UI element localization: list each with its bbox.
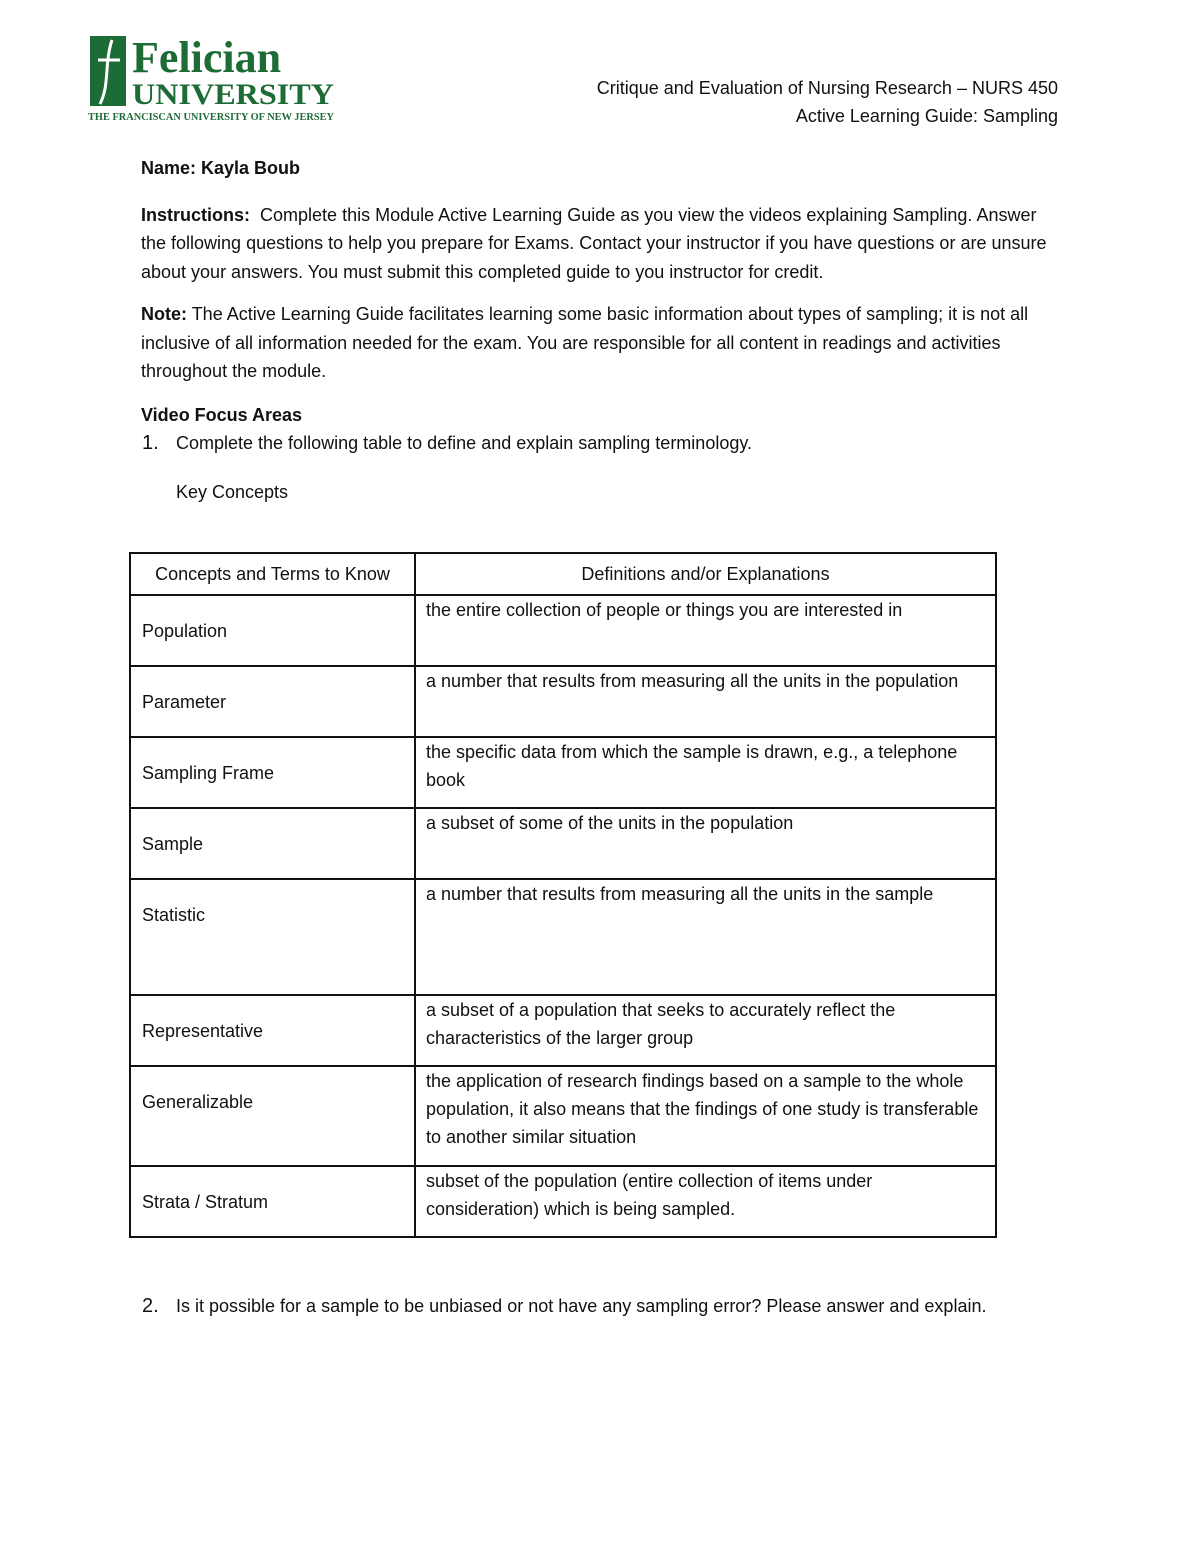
definition-cell: a number that results from measuring all the units in the population bbox=[415, 666, 996, 737]
term-cell: Generalizable bbox=[130, 1066, 415, 1166]
definition-cell: a number that results from measuring all the units in the sample bbox=[415, 879, 996, 995]
concepts-table bbox=[129, 552, 997, 1238]
section-title: Video Focus Areas bbox=[141, 404, 303, 425]
definition-cell: subset of the population (entire collection of items under consideration) which is being sampled. bbox=[415, 1166, 996, 1237]
note-text: The Active Learning Guide facilitates learning some basic information about types of sampling; it is not all inclusive of all information needed for the exam. You are responsible for all content in readings and activities throughout the module. bbox=[141, 304, 1029, 381]
instructions-paragraph bbox=[141, 201, 1059, 287]
logo-subname: UNIVERSITY bbox=[132, 78, 335, 111]
definition-cell: the specific data from which the sample is drawn, e.g., a telephone book bbox=[415, 737, 996, 808]
table-row bbox=[130, 1066, 996, 1166]
question-2-text: Is it possible for a sample to be unbiased or not have any sampling error? Please answer and explain. bbox=[176, 1296, 987, 1316]
term-cell: Strata / Stratum bbox=[130, 1166, 415, 1237]
definition-cell: the entire collection of people or things you are interested in bbox=[415, 595, 996, 666]
definition-cell: a subset of a population that seeks to accurately reflect the characteristics of the larger group bbox=[415, 995, 996, 1066]
course-title: Critique and Evaluation of Nursing Research – NURS 450 bbox=[596, 78, 1058, 98]
definition-cell: the application of research findings based on a sample to the whole population, it also means that the findings of one study is transferable to another similar situation bbox=[415, 1066, 996, 1166]
logo-name: Felician bbox=[132, 34, 282, 82]
question-2 bbox=[141, 1291, 1156, 1321]
table-header-cell: Concepts and Terms to Know bbox=[130, 553, 415, 595]
question-1-number: 1. bbox=[142, 431, 159, 454]
question-2-number: 2. bbox=[142, 1295, 159, 1317]
question-1 bbox=[141, 428, 1059, 458]
table-row bbox=[130, 666, 996, 737]
student-name: Name: Kayla Boub bbox=[141, 158, 301, 178]
term-cell: Representative bbox=[130, 995, 415, 1066]
document-header bbox=[597, 74, 1058, 130]
question-1-text: Complete the following table to define and explain sampling terminology. bbox=[176, 432, 753, 453]
table-row bbox=[130, 1166, 996, 1237]
logo-tagline: THE FRANCISCAN UNIVERSITY OF NEW JERSEY bbox=[88, 112, 335, 123]
document-body bbox=[141, 154, 1059, 506]
university-logo bbox=[88, 34, 340, 124]
term-cell: Sampling Frame bbox=[130, 737, 415, 808]
table-row bbox=[130, 595, 996, 666]
term-cell: Parameter bbox=[130, 666, 415, 737]
term-cell: Statistic bbox=[130, 879, 415, 995]
instructions-label: Instructions: bbox=[141, 204, 251, 225]
note-label: Note: bbox=[141, 304, 187, 324]
key-concepts-label: Key Concepts bbox=[176, 481, 289, 502]
guide-title: Active Learning Guide: Sampling bbox=[795, 106, 1058, 126]
table-row bbox=[130, 879, 996, 995]
table-row bbox=[130, 995, 996, 1066]
instructions-text: Complete this Module Active Learning Guide as you view the videos explaining Sampling. Answer the following questions to help you prepare for Exams. Contact your instructor if you have questions or are unsure about your answers. You must submit this completed guide to you instructor for credit. bbox=[141, 204, 1047, 282]
table-header-cell: Definitions and/or Explanations bbox=[415, 553, 996, 595]
table-row bbox=[130, 737, 996, 808]
note-paragraph bbox=[141, 300, 1059, 386]
term-cell: Sample bbox=[130, 808, 415, 879]
definition-cell: a subset of some of the units in the population bbox=[415, 808, 996, 879]
table-header-row bbox=[130, 553, 996, 595]
term-cell: Population bbox=[130, 595, 415, 666]
table-row bbox=[130, 808, 996, 879]
